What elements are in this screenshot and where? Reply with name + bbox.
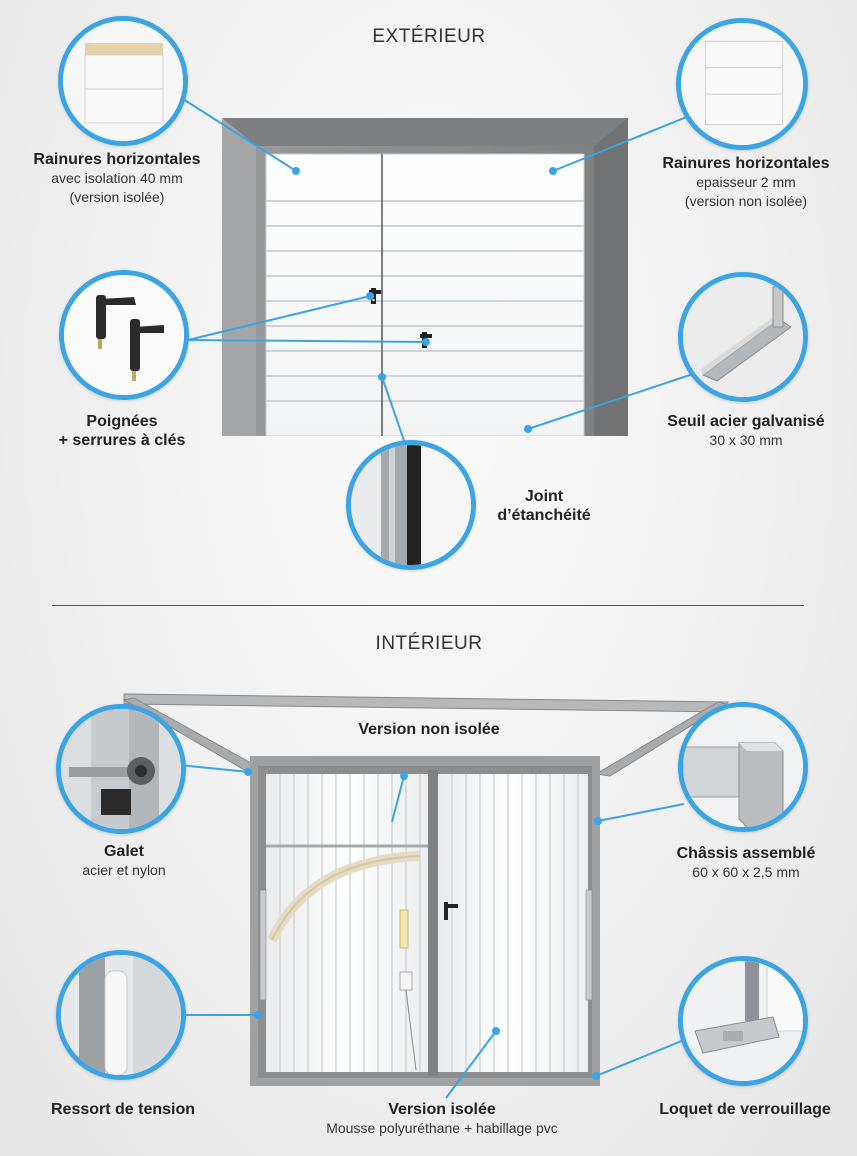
- interior-title: INTÉRIEUR: [375, 633, 483, 654]
- label-rainures-isolees-line-2: (version isolée): [69, 189, 165, 205]
- label-ressort-title: Ressort de tension: [50, 1101, 196, 1118]
- label-galet-material: acier et nylon: [82, 862, 166, 878]
- non-insulated-panel-detail-image: [676, 18, 808, 150]
- label-seuil-title: Seuil acier galvanisé: [667, 413, 825, 430]
- label-version-non-isolee-title: Version non isolée: [358, 721, 500, 738]
- label-rainures-isolees-line-1: avec isolation 40 mm: [51, 170, 183, 186]
- label-galet-title: Galet: [103, 843, 144, 860]
- label-loquet: [636, 1100, 854, 1119]
- label-rainures-non-isolees-line-1: epaisseur 2 mm: [696, 174, 796, 190]
- label-rainures-non-isolees: [640, 154, 852, 211]
- section-divider: [52, 605, 804, 606]
- label-version-non-isolee: [316, 720, 542, 739]
- exterior-title: EXTÉRIEUR: [372, 26, 486, 47]
- label-chassis: [640, 844, 852, 882]
- label-chassis-dimensions: 60 x 60 x 2,5 mm: [692, 864, 800, 880]
- label-poignees-title: Poignées: [86, 413, 158, 430]
- label-joint-line-1: Joint: [524, 488, 564, 505]
- label-ressort: [12, 1100, 234, 1119]
- interior-garage-door: [120, 690, 732, 1090]
- seal-joint-detail-image: [346, 440, 476, 570]
- label-poignees: [22, 412, 222, 450]
- label-loquet-title: Loquet de verrouillage: [659, 1101, 831, 1118]
- handle-lock-detail-image: [59, 270, 189, 400]
- label-joint-line-2: d’étanchéité: [497, 507, 591, 524]
- galvanized-threshold-detail-image: [678, 272, 808, 402]
- label-version-isolee: [282, 1100, 602, 1138]
- label-seuil: [640, 412, 852, 450]
- label-chassis-title: Châssis assemblé: [676, 845, 816, 862]
- assembled-frame-detail-image: [678, 702, 808, 832]
- label-rainures-isolees: [12, 150, 222, 207]
- label-galet: [24, 842, 224, 880]
- label-rainures-non-isolees-line-2: (version non isolée): [684, 193, 808, 209]
- label-version-isolee-title: Version isolée: [388, 1101, 496, 1118]
- locking-latch-detail-image: [678, 956, 808, 1086]
- tension-spring-detail-image: [56, 950, 186, 1080]
- label-rainures-non-isolees-title: Rainures horizontales: [662, 155, 830, 172]
- insulated-panel-detail-image: [58, 16, 188, 146]
- roller-detail-image: [56, 704, 186, 834]
- label-seuil-dimensions: 30 x 30 mm: [709, 432, 783, 448]
- label-joint: [474, 487, 614, 525]
- label-poignees-line-2: + serrures à clés: [58, 432, 186, 449]
- exterior-garage-door: [222, 118, 628, 436]
- label-version-isolee-description: Mousse polyuréthane + habillage pvc: [326, 1120, 558, 1136]
- label-rainures-isolees-title: Rainures horizontales: [33, 151, 201, 168]
